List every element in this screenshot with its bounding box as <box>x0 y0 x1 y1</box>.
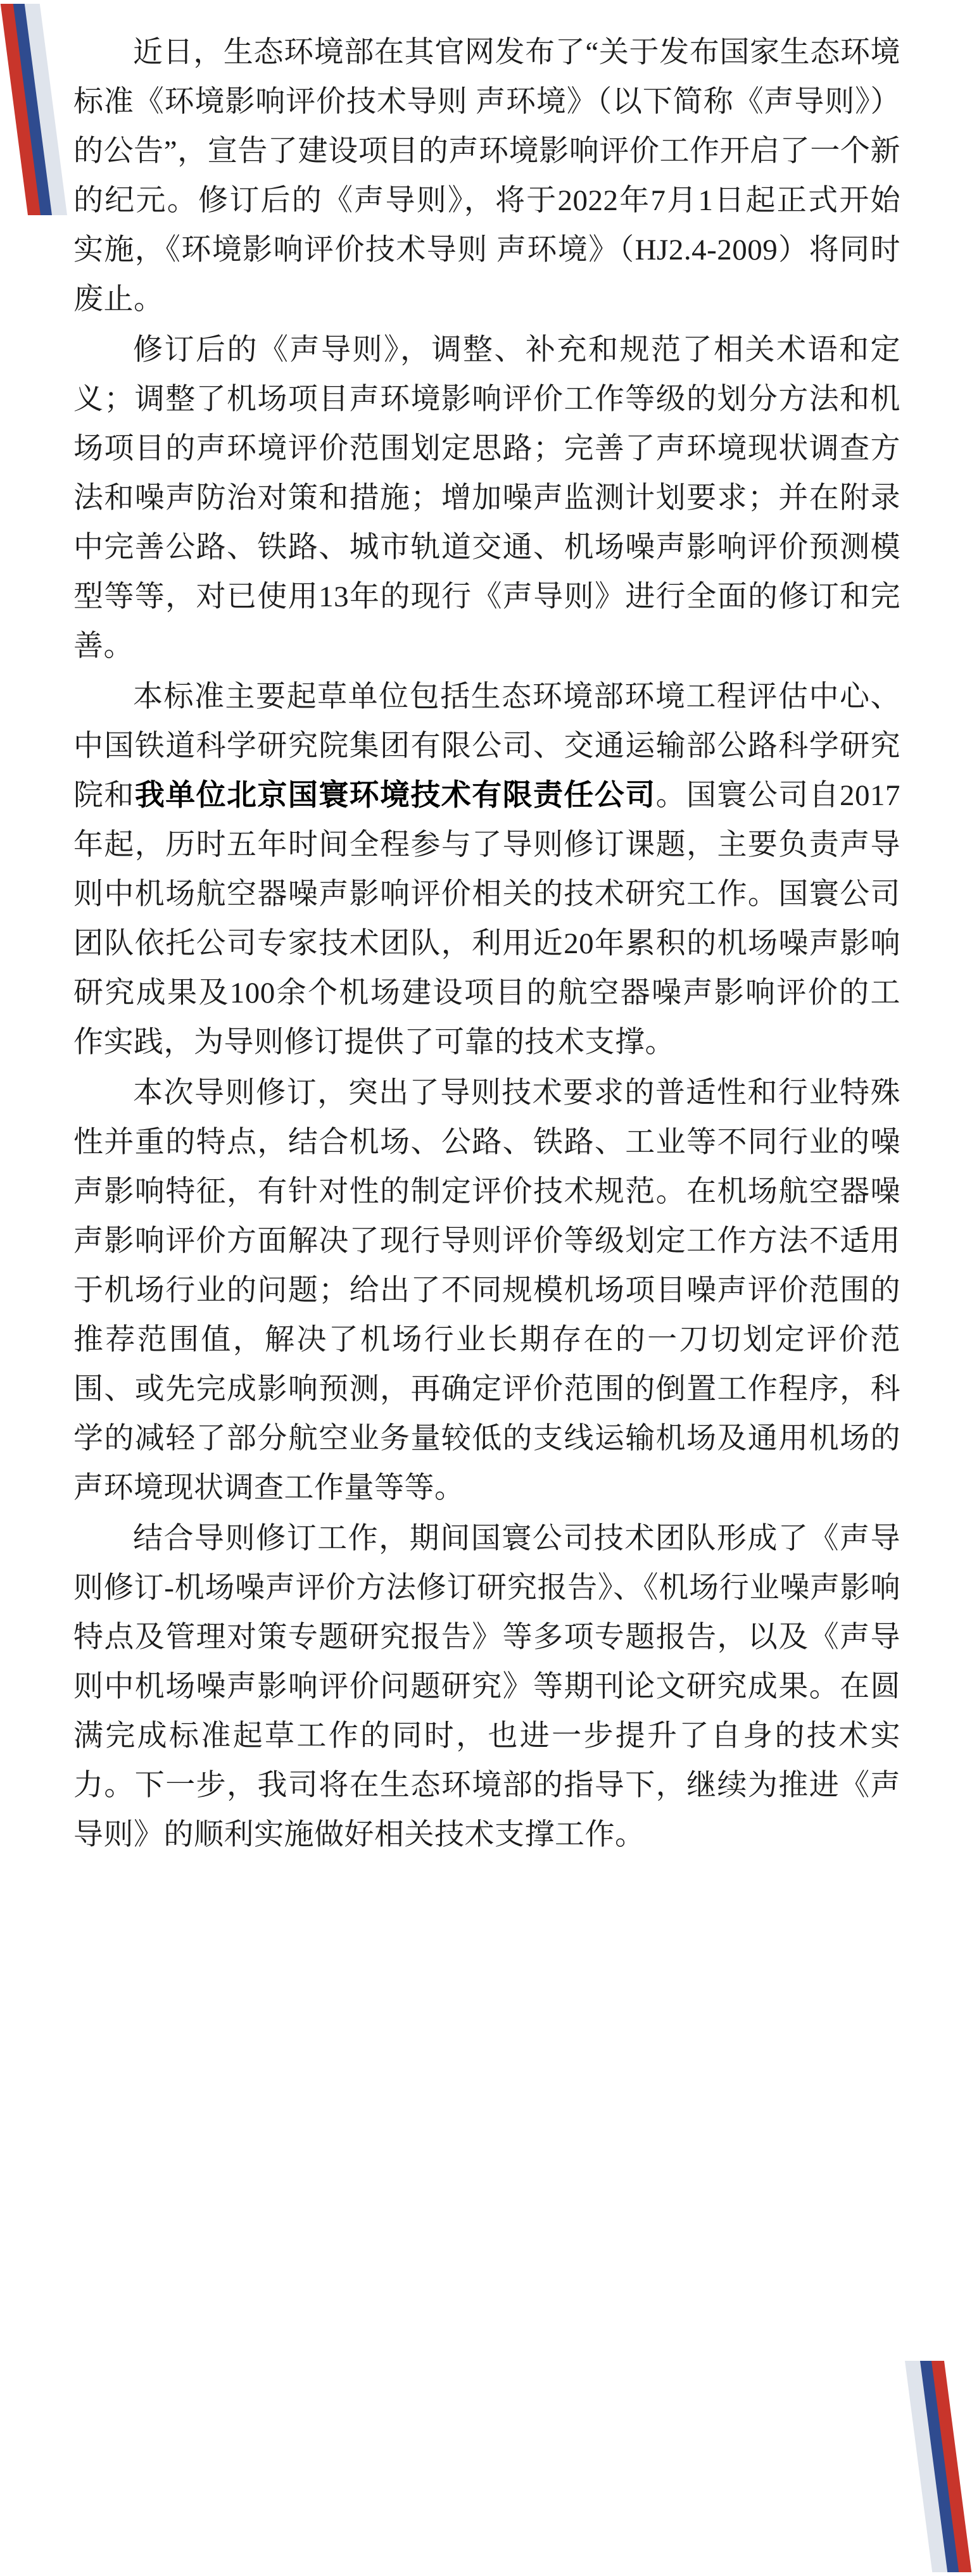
paragraph-2-text: 修订后的《声导则》，调整、补充和规范了相关术语和定义；调整了机场项目声环境影响评价工作等级的划分方法和机场项目的声环境评价范围划定思路；完善了声环境现状调查方法和噪声防治对策和措施；增加噪声监测计划要求；并在附录中完善公路、铁路、城市轨道交通、机场噪声影响评价预测模型等等，对已使用13年的现行《声导则》进行全面的修订和完善。 <box>73 334 900 663</box>
paragraph-1 <box>73 28 900 324</box>
ribbon-decoration-top-left <box>0 0 70 241</box>
article-body <box>61 28 913 1861</box>
paragraph-3 <box>73 672 900 1067</box>
paragraph-4-text: 本次导则修订，突出了导则技术要求的普适性和行业特殊性并重的特点，结合机场、公路、铁路、工业等不同行业的噪声影响特征，有针对性的制定评价技术规范。在机场航空器噪声影响评价方面解决了现行导则评价等级划定工作方法不适用于机场行业的问题；给出了不同规模机场项目噪声评价范围的推荐范围值，解决了机场行业长期存在的一刀切划定评价范围、或先完成影响预测，再确定评价范围的倒置工作程序，科学的减轻了部分航空业务量较低的支线运输机场及通用机场的声环境现状调查工作量等等。 <box>73 1077 900 1504</box>
paragraph-3-highlight-company: 我单位北京国寰环境技术有限责任公司 <box>134 779 656 812</box>
paragraph-4 <box>73 1068 900 1513</box>
paragraph-2 <box>73 325 900 671</box>
paragraph-3-text-part-1: 本标准主要起草单位包括生态环境部环境工程评估中心、中国铁道科学研究院集团有限公司、交通运输部公路科学研究院和 <box>73 680 900 812</box>
paragraph-1-text: 近日，生态环境部在其官网发布了“关于发布国家生态环境标准《环境影响评价技术导则 声环境》（以下简称《声导则》）的公告”，宣告了建设项目的声环境影响评价工作开启了一个新的纪元。修订后的《声导则》，将于2022年7月1日起正式开始实施，《环境影响评价技术导则 声环境》（HJ2.4-2009）将同时废止。 <box>73 36 900 316</box>
paragraph-5-text: 结合导则修订工作，期间国寰公司技术团队形成了《声导则修订-机场噪声评价方法修订研究报告》、《机场行业噪声影响特点及管理对策专题研究报告》等多项专题报告，以及《声导则中机场噪声影响评价问题研究》等期刊论文研究成果。在圆满完成标准起草工作的同时，也进一步提升了自身的技术实力。下一步，我司将在生态环境部的指导下，继续为推进《声导则》的顺利实施做好相关技术支撑工作。 <box>73 1522 900 1851</box>
paragraph-5 <box>73 1514 900 1860</box>
paragraph-3-text-part-2: 。国寰公司自2017年起，历时五年时间全程参与了导则修订课题，主要负责声导则中机场航空器噪声影响评价相关的技术研究工作。国寰公司团队依托公司专家技术团队，利用近20年累积的机场噪声影响研究成果及100余个机场建设项目的航空器噪声影响评价的工作实践，为导则修订提供了可靠的技术支撑。 <box>73 779 901 1059</box>
ribbon-decoration-bottom-right <box>902 2335 972 2576</box>
